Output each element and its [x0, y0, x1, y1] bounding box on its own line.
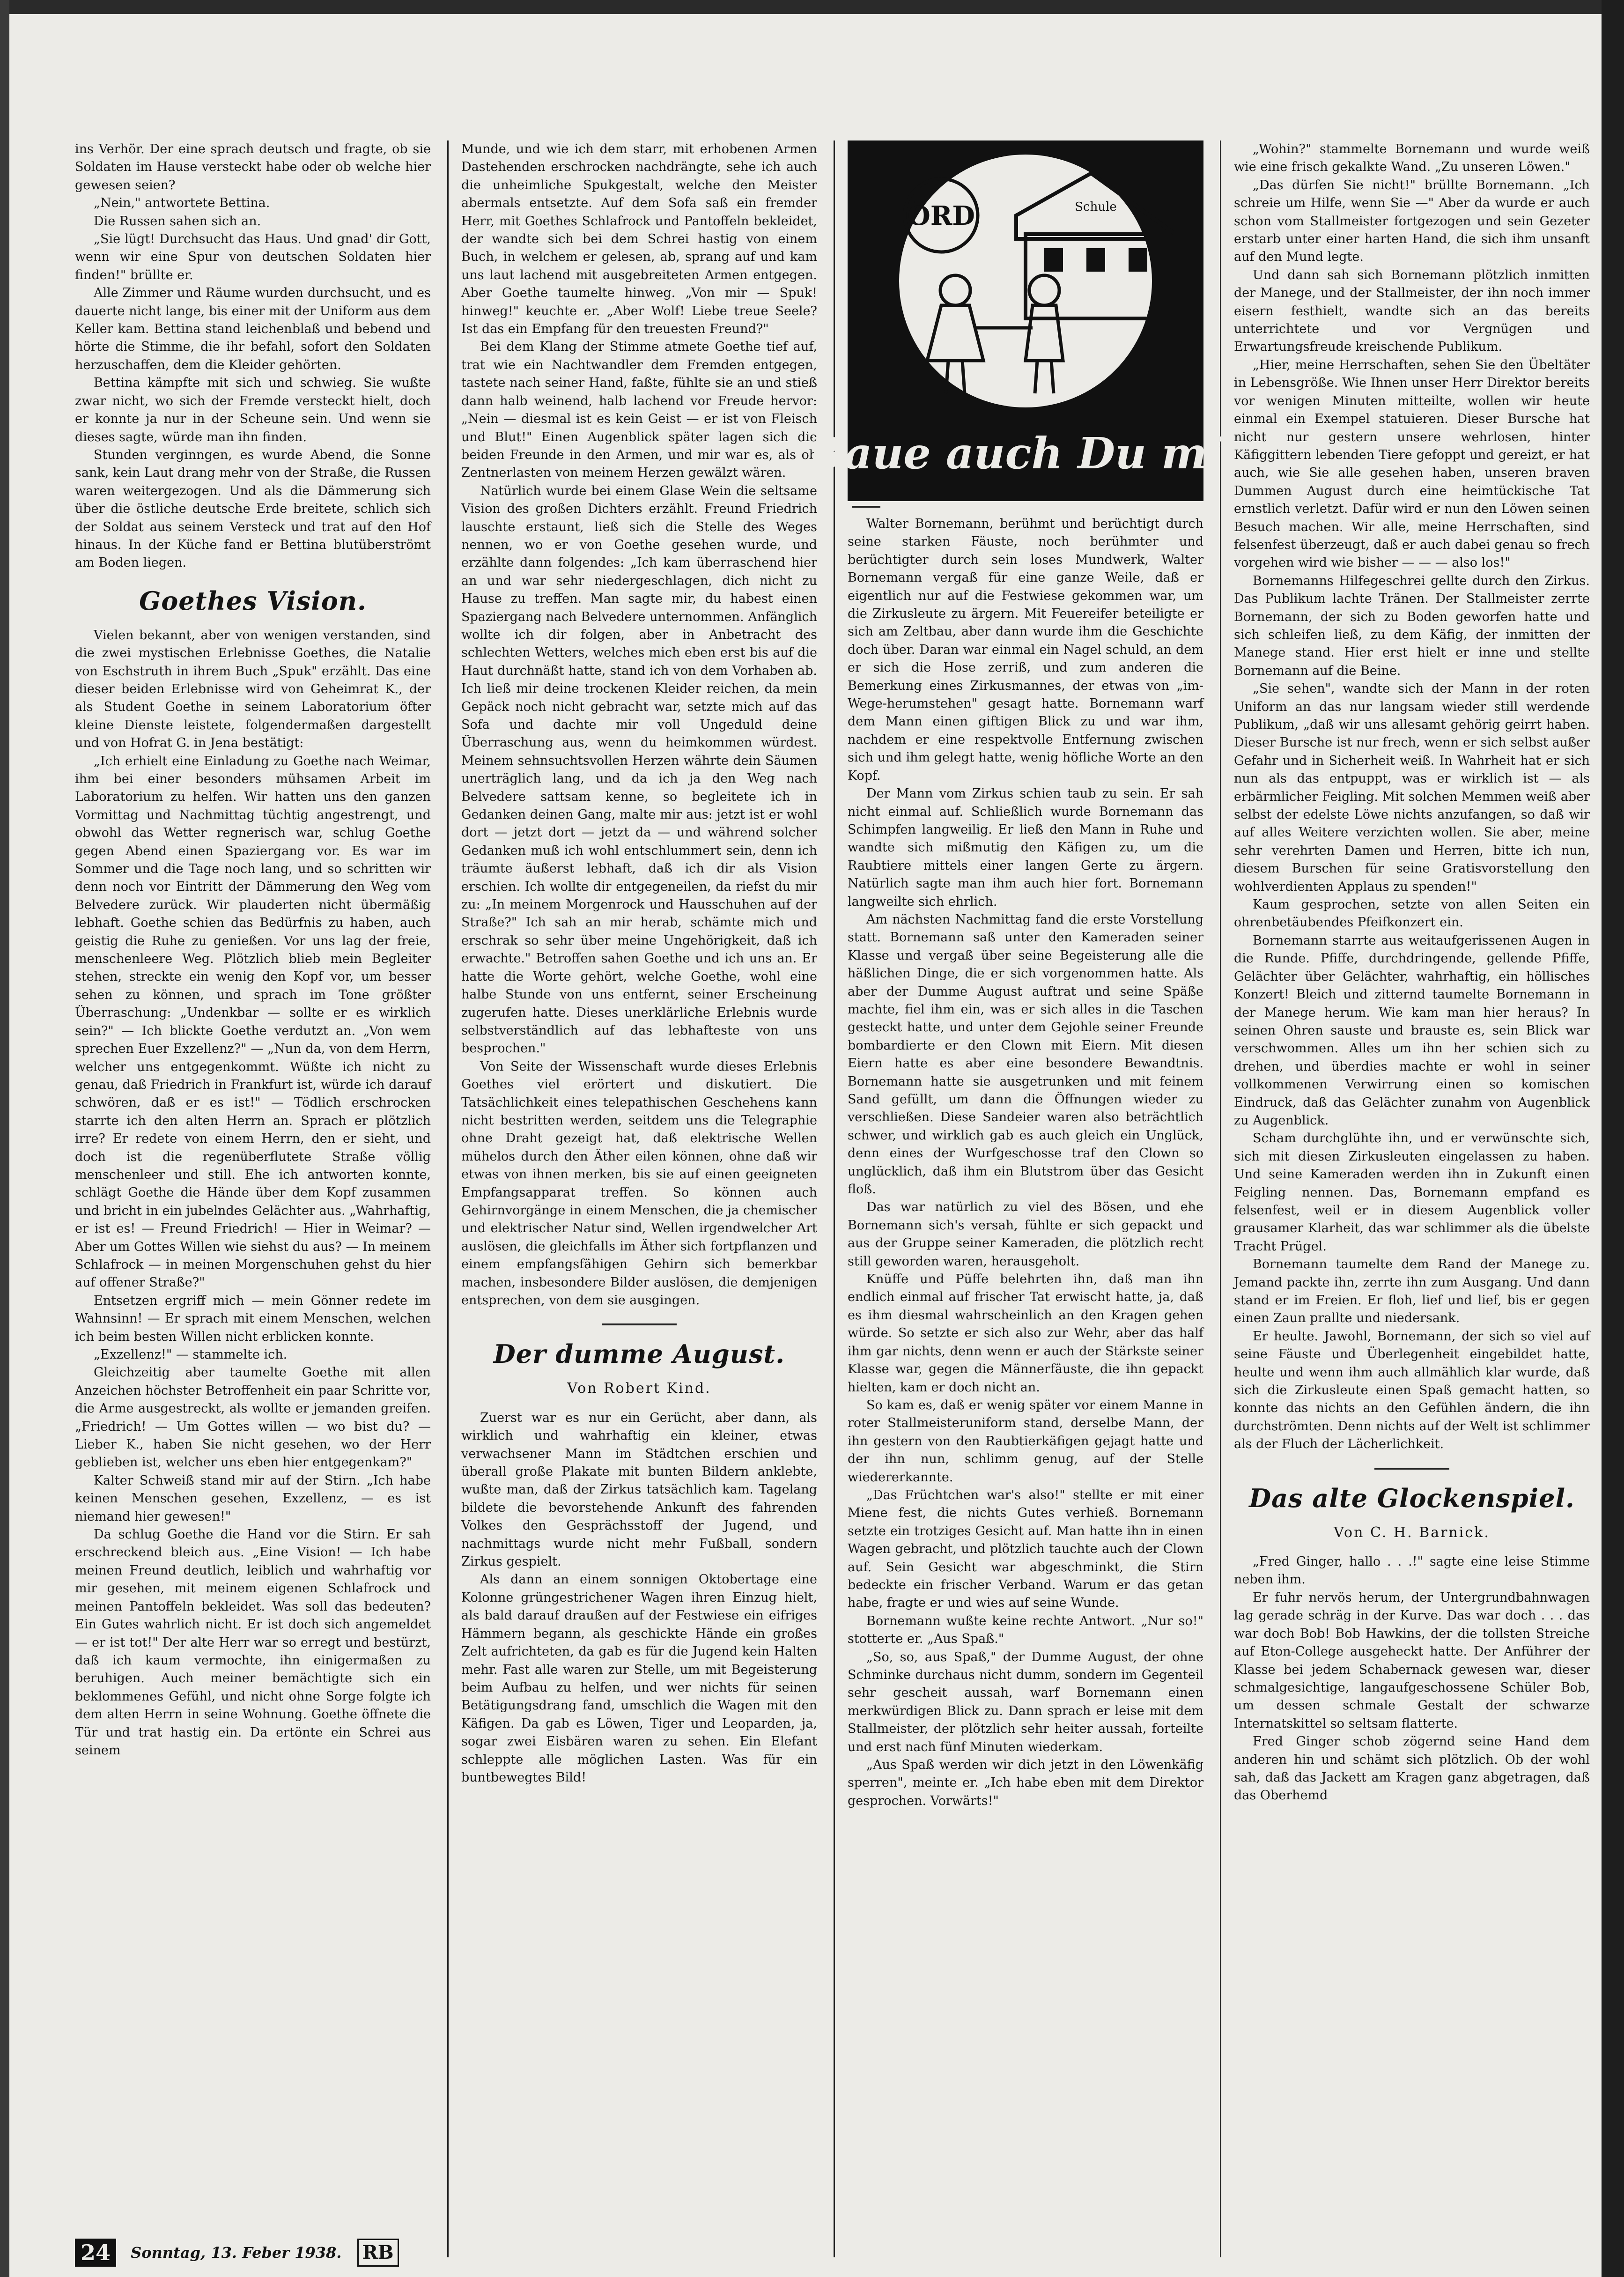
paragraph: Als dann an einem sonnigen Oktobertage eine Kolonne grüngestrichener Wagen ihren Einzug hielt, als bald darauf draußen auf der Festwiese ein eifriges Hämmern begann, als geschickte Hände ein großes Zelt aufrichteten, da gab es für die Jugend kein Halten mehr. Fast alle waren zur Stelle, um mit Begeisterung beim Aufbau zu helfen, und wer nichts für seinen Betätigungsdrang fand, umschlich die Wagen mit den Käfigen. Da gab es Löwen, Tiger und Leoparden, ja, sogar zwei Eisbären waren zu sehen. Ein Elefant schleppte alle möglichen Lasten. Was für ein buntbewegtes Bild! [461, 1572, 817, 1785]
paragraph: Bei dem Klang der Stimme atmete Goethe tief auf, trat wie ein Nachtwandler dem Fremden entgegen, tastete nach seiner Hand, faßte, fühlte sie an und stieß dann halb weinend, halb lachend vor Freude hervor: „Nein — diesmal ist es kein Geist — er ist von Fleisch und Blut!" Einen Augenblick später lagen sich die beiden Freunde in den Armen, und mir war es, als ob Zentnerlasten von meinem Herzen gewälzt wären. [461, 340, 817, 481]
article-byline: Von C. H. Barnick. [1334, 1524, 1490, 1541]
child-leg [1051, 361, 1054, 393]
paragraph: Entsetzen ergriff mich — mein Gönner redete im Wahnsinn! — Er sprach mit einem Menschen, welchen ich beim besten Willen nicht erblicken konnte. [75, 1293, 431, 1344]
paragraph: „Das dürfen Sie nicht!" brüllte Bornemann. „Ich schreie um Hilfe, wenn Sie —" Aber da wurde er auch schon vom Stallmeister fortgezogen und sein Gezeter erstarb unter einer harten Hand, die sich ihm unsanft auf den Mund legte. [1234, 177, 1590, 265]
column-rule [447, 140, 449, 2257]
advertisement [808, 140, 1243, 501]
paragraph: Kaum gesprochen, setzte von allen Seiten ein ohrenbetäubendes Pfeifkonzert ein. [1234, 897, 1590, 930]
child-leg [946, 361, 948, 393]
paragraph: Am nächsten Nachmittag fand die erste Vorstellung statt. Bornemann saß unter den Kameraden seiner Klasse und vergaß über seine Begeisterung alle die häßlichen Dinge, die er sich vorgenommen hatte. Als aber der Dumme August auftrat und seine Späße machte, fiel ihm ein, was er sich alles in die Taschen gesteckt hatte, und unter dem Gejohle seiner Freunde bombardierte er den Clown mit Eiern. Mit diesen Eiern hatte es aber eine besondere Bewandtnis. Bornemann hatte sie ausgetrunken und mit feinem Sand gefüllt, um dann die Öffnungen wieder zu verschließen. Diese Sandeier waren also beträchtlich schwer, und wirklich gab es auch gleich ein Unglück, denn eines der Wurfgeschosse traf den Clown so unglücklich, daß ihm ein Blutstrom über das Gesicht floß. [848, 912, 1203, 1197]
section-divider [1374, 1468, 1449, 1470]
paragraph: Alle Zimmer und Räume wurden durchsucht, und es dauerte nicht lange, bis einer mit der Uniform aus dem Keller kam. Bettina stand leichenblaß und bebend und hörte die Stimme, die ihr befahl, sofort den Soldaten herzuschaffen, dem die Kleider gehörten. [75, 286, 431, 372]
paragraph: Walter Bornemann, berühmt und berüchtigt durch seine starken Fäuste, noch berühmter und berüchtigter durch sein loses Mundwerk, Walter Bornemann vergaß für eine ganze Weile, daß er eigentlich nur auf die Festwiese gekommen war, um die Zirkusleute zu ärgern. Mit Feuereifer beteiligte er sich am Zeltbau, aber dann wurde ihm die Geschichte doch über. Daran war einmal ein Nagel schuld, an dem er sich die Hose zerriß, und zum anderen die Bemerkung eines Zirkusmannes, der etwas von „im-Wege-herumstehen" gesagt hatte. Bornemann warf dem Mann einen giftigen Blick zu und war ihm, nachdem er eine respektvolle Entfernung zwischen sich und ihm gelegt hatte, wenig höfliche Worte an den Kopf. [848, 517, 1203, 783]
paragraph: Scham durchglühte ihn, und er verwünschte sich, sich mit diesen Zirkusleuten eingelassen zu haben. Und seine Kameraden werden ihn in Zukunft einen Feigling nennen. Das, Bornemann empfand es felsenfest, weil er in diesem Augenblick voller grausamer Klarheit, das war schlimmer als die übelste Tracht Prügel. [1234, 1131, 1590, 1254]
paragraph: „So, so, aus Spaß," der Dumme August, der ohne Schminke durchaus nicht dumm, sondern im Gegenteil sehr gescheit aussah, warf Bornemann einen merkwürdigen Blick zu. Dann sprach er leise mit dem Stallmeister, der plötzlich sehr heiter aussah, forteilte und erst nach fünf Minuten wiederkam. [848, 1649, 1203, 1754]
paragraph: „Wohin?" stammelte Bornemann und wurde weiß wie eine frisch gekalkte Wand. „Zu unseren Löwen." [1234, 142, 1590, 175]
house-window [1129, 248, 1147, 272]
article-heading: Der dumme August. [493, 1339, 785, 1369]
scan-border-left [0, 0, 9, 2277]
paragraph: Der Mann vom Zirkus schien taub zu sein. Er sah nicht einmal auf. Schließlich wurde Bornemann das Schimpfen langweilig. Er ließ den Mann in Ruhe und wandte sich mißmutig den Käfigen zu, um die Raubtiere mittels einer langen Gerte zu ärgern. Natürlich sagte man ihm auch hier fort. Bornemann langweilte sich ehrlich. [848, 786, 1203, 909]
section-divider [602, 1323, 677, 1325]
scan-border-top [0, 0, 1624, 14]
paragraph: „Ich erhielt eine Einladung zu Goethe nach Weimar, ihm bei einer besonders mühsamen Arbeit im Laboratorium zu helfen. Wir hatten uns den ganzen Vormittag und Nachmittag tüchtig angestrengt, und obwohl das Wetter regnerisch war, schlug Goethe gegen Abend einen Spaziergang vor. Es war im Sommer und die Tage noch lang, und so schritten wir denn noch vor Eintritt der Dämmerung den Weg vom Belvedere zurück. Wir plauderten nicht übermäßig lebhaft. Goethe schien das Bedürfnis zu haben, auch geistig die Ruhe zu genießen. Vor uns lag der freie, menschenleere Weg. Plötzlich blieb mein Begleiter stehen, streckte ein wenig den Kopf vor, um besser sehen zu können, und sprach im Tone größter Überraschung: „Undenkbar — sollte er es wirklich sein?" — Ich blickte Goethe verdutzt an. „Von wem sprechen Euer Exzellenz?" — „Nun da, von dem Herrn, welcher uns entgegenkommt. Wüßte ich nicht zu genau, daß Friedrich in Frankfurt ist, würde ich darauf schwören, daß er es ist!" — Tödlich erschrocken starrte ich den alten Herrn an. Sprach er plötzlich irre? Er redete von einem Herrn, den er sieht, und doch ist die regenüberflutete Straße völlig menschenleer und still. Ehe ich antworten konnte, schlägt Goethe die Hände über dem Kopf zusammen und bricht in ein jubelndes Gelächter aus. „Wahrhaftig, er ist es! — Freund Friedrich! — Hier in Weimar? — Aber um Gottes Willen wie siehst du aus? — In meinem Schlafrock — in meinen Morgenschuhen gehst du hier auf offener Straße?" [75, 754, 431, 1290]
publication-logo: RB [357, 2239, 399, 2267]
paragraph: Bornemann taumelte dem Rand der Manege zu. Jemand packte ihn, zerrte ihn zum Ausgang. Und dann stand er im Freien. Er floh, lief und lief, bis er gegen einen Zaun prallte und niedersank. [1234, 1257, 1590, 1326]
paragraph: „Fred Ginger, hallo . . .!" sagte eine leise Stimme neben ihm. [1234, 1554, 1590, 1587]
ad-badge: ÖRD [908, 200, 975, 231]
paragraph: Kalter Schweiß stand mir auf der Stirn. „Ich habe keinen Menschen gesehen, Exzellenz, — es ist niemand hier gewesen!" [75, 1473, 431, 1524]
page-footer [75, 2239, 450, 2267]
paragraph: „Nein," antwortete Bettina. [94, 196, 270, 211]
column-4 [1234, 140, 1590, 2262]
child-leg [962, 361, 965, 393]
column-1 [75, 140, 431, 2225]
paragraph: Vielen bekannt, aber von wenigen verstanden, sind die zwei mystischen Erlebnisse Goethes, die Natalie von Eschstruth in ihrem Buch „Spuk" erzählt. Das eine dieser beiden Erlebnisse wird von Geheimrat K., der als Student Goethe in seinem Laboratorium öfter kleine Dienste leistete, folgendermaßen dargestellt und von Hofrat G. in Jena bestätigt: [75, 628, 431, 751]
house-window [1086, 248, 1105, 272]
paragraph: „Sie sehen", wandte sich der Mann in der roten Uniform an das nur langsam wieder still werdende Publikum, „daß wir uns allesamt gehörig geirrt haben. Dieser Bursche ist nur frech, wenn er sich selbst außer Gefahr und in Sicherheit weiß. In Wahrheit hat er sich nun als das entpuppt, was er wirklich ist — als erbärmlicher Feigling. Mit solchen Memmen weiß aber selbst der edelste Löwe nichts anzufangen, so daß wir auf alles Weitere verzichten wollen. Sie aber, meine sehr verehrten Damen und Herren, bitte ich nun, diesem Burschen für seine Gratisvorstellung den wohlverdienten Applaus zu spenden!" [1234, 681, 1590, 894]
paragraph: Er heulte. Jawohl, Bornemann, der sich so viel auf seine Fäuste und Überlegenheit eingebildet hatte, heulte und wenn ihm auch allmählich klar wurde, daß sich die Zirkusleute einen Spaß gemacht hatten, so konnte das nichts an den Gefühlen ändern, die ihn durchströmten. Denn nichts auf der Welt ist schlimmer als der Fluch der Lächerlichkeit. [1234, 1329, 1590, 1452]
article-byline: Von Robert Kind. [567, 1380, 711, 1397]
paragraph: „Sie lügt! Durchsucht das Haus. Und gnad' dir Gott, wenn wir eine Spur von deutschen Soldaten hier finden!" brüllte er. [75, 232, 431, 282]
paragraph: Bettina kämpfte mit sich und schwieg. Sie wußte zwar nicht, wo sich der Fremde versteckt hielt, doch er konnte ja nur in der Scheune sein. Und wenn sie dieses sagte, würde man ihn finden. [75, 376, 431, 444]
paragraph: Knüffe und Püffe belehrten ihn, daß man ihn endlich einmal auf frischer Tat erwischt hatte, ja, daß es ihm diesmal wahrscheinlich an den Kragen gehen würde. So setzte er sich also zur Wehr, aber das half ihm gar nichts, denn wenn er auch der Stärkste seiner Klasse war, gegen die Männerfäuste, die ihn gepackt hielten, kam er doch nicht an. [848, 1272, 1203, 1395]
paragraph: „Aus Spaß werden wir dich jetzt in den Löwenkäfig sperren", meinte er. „Ich habe eben mit dem Direktor gesprochen. Vorwärts!" [848, 1758, 1203, 1808]
child-leg [1035, 361, 1037, 393]
house-window [1044, 248, 1063, 272]
paragraph: Bornemanns Hilfegeschrei gellte durch den Zirkus. Das Publikum lachte Tränen. Der Stallmeister zerrte Bornemann, der sich zu Boden geworfen hatte und sich schleifen ließ, zu dem Käfig, der inmitten der Manege stand. Hier erst hielt er inne und stellte Bornemann auf die Beine. [1234, 573, 1590, 678]
paragraph: Das war natürlich zu viel des Bösen, und ehe Bornemann sich's versah, fühlte er sich gepackt und aus der Gruppe seiner Kameraden, die plötzlich recht still geworden waren, herausgeholt. [848, 1200, 1203, 1269]
paragraph: Stunden verginngen, es wurde Abend, die Sonne sank, kein Laut drang mehr von der Straße, die Russen waren weitergezogen. Und als die Dämmerung sich über die östliche deutsche Erde breitete, schlich sich der Soldat aus seinem Versteck und trat auf den Hof hinaus. In der Küche fand er Bettina blutüberströmt am Boden liegen. [75, 447, 431, 570]
column-2 [461, 140, 817, 2262]
scan-border-right [1602, 0, 1624, 2277]
paragraph: „Hier, meine Herrschaften, sehen Sie den Übeltäter in Lebensgröße. Wie Ihnen unser Herr Direktor bereits vor wenigen Minuten mitteilte, wollen wir heute einmal ein Exempel statuieren. Dieser Bursche hat nicht nur gestern unsere wehrlosen, hinter Käfiggittern lebenden Tiere gefoppt und gereizt, er hat auch, wie Sie alle gesehen haben, unseren braven Dummen August durch eine heimtückische Tat ernstlich verletzt. Dafür wird er nun den Löwen seinen Besuch machen. Wir alle, meine Herrschaften, sind felsenfest überzeugt, daß er auch dabei genau so frech vorgehen wird wie bisher — — — also los!" [1234, 357, 1590, 570]
article-heading: Goethes Vision. [139, 585, 367, 616]
ad-divider [852, 506, 880, 508]
column-3 [848, 515, 1203, 2262]
paragraph: So kam es, daß er wenig später vor einem Manne in roter Stallmeisteruniform stand, derselbe Mann, der ihn gestern von den Raubtierkäfigen gejagt hatte und der ihn nun, schlimm genug, auf der Stelle wiedererkannte. [848, 1397, 1203, 1485]
ad-headline: Baue auch Du mit [808, 428, 1243, 479]
issue-date: Sonntag, 13. Feber 1938. [131, 2244, 342, 2262]
article-heading: Das alte Glockenspiel. [1249, 1483, 1575, 1513]
paragraph: Munde, und wie ich dem starr, mit erhobenen Armen Dastehenden erschrocken nachdrängte, sehe ich auch die unheimliche Spukgestalt, welche den Meister abermals entsetzte. Auf dem Sofa saß ein fremder Herr, mit Goethes Schlafrock und Pantoffeln bekleidet, der wandte sich bei dem Schrei hastig von einem Buch, in welchem er gelesen, ab, sprang auf und kam uns laut lachend mit ausgebreiteten Armen entgegen. Aber Goethe taumelte hinweg. „Von mir — Spuk! hinweg!" keuchte er. „Aber Wolf! Liebe treue Seele? Ist das ein Empfang für den treuesten Freund?" [461, 142, 817, 337]
advertisement-illustration [808, 140, 1243, 501]
paragraph: Bornemann wußte keine rechte Antwort. „Nur so!" stotterte er. „Aus Spaß." [848, 1613, 1203, 1647]
paragraph: Fred Ginger schob zögernd seine Hand dem anderen hin und schämt sich plötzlich. Ob der wohl sah, daß das Jackett am Kragen ganz abgetragen, daß das Oberhemd [1234, 1734, 1590, 1803]
paragraph: Er fuhr nervös herum, der Untergrundbahnwagen lag gerade schräg in der Kurve. Das war doch . . . das war doch Bob! Bob Hawkins, der die tollsten Streiche auf Eton-College ausgeheckt hatte. Der Anführer der Klasse bei jedem Schabernack gewesen war, dieser schmalgesichtige, langaufgeschossene Schüler Bob, um dessen schmale Gestalt der schwarze Internatskittel so seltsam flatterte. [1234, 1590, 1590, 1731]
ad-town-label: Schule [1075, 200, 1117, 214]
paragraph: „Das Früchtchen war's also!" stellte er mit einer Miene fest, die nichts Gutes verhieß. Bornemann setzte ein trotziges Gesicht auf. Man hatte ihn in einen Wagen gebracht, und plötzlich tauchte auch der Clown auf. Sein Gesicht war abgeschminkt, die Stirn bedeckte ein frischer Verband. Warum er das getan habe, fragte er und wies auf seine Wunde. [848, 1487, 1203, 1611]
paragraph: ins Verhör. Der eine sprach deutsch und fragte, ob sie Soldaten im Hause versteckt habe oder ob welche hier gewesen seien? [75, 142, 431, 192]
paragraph: Zuerst war es nur ein Gerücht, aber dann, als wirklich und wahrhaftig ein kleiner, etwas verwachsener Mann im Städtchen erschien und überall große Plakate mit bunten Bildern anklebte, wußte man, daß der Zirkus tatsächlich kam. Tagelang bildete die bevorstehende Ankunft des fahrenden Volkes den Gesprächsstoff der Jugend, und nachmittags wurde nicht mehr Fußball, sondern Zirkus gespielt. [461, 1410, 817, 1569]
page-number: 24 [75, 2239, 116, 2267]
paragraph: Bornemann starrte aus weitaufgerissenen Augen in die Runde. Pfiffe, durchdringende, gellende Pfiffe, Gelächter über Gelächter, wahrhaftig, ein höllisches Konzert! Bleich und zitternd taumelte Bornemann in der Manege herum. Wie kam man hier heraus? In seinen Ohren sauste und brauste es, sein Blick war verschwommen. Alles um ihn her schien sich zu drehen, und überdies machte er wohl in seiner vollkommenen Verwirrung einen so komischen Eindruck, daß das Gelächter zunahm von Augenblick zu Augenblick. [1234, 933, 1590, 1128]
paragraph: „Exzellenz!" — stammelte ich. [94, 1347, 288, 1362]
paragraph: Da schlug Goethe die Hand vor die Stirn. Er sah erschreckend bleich aus. „Eine Vision! — Ich habe meinen Freund deutlich, leiblich und wahrhaftig vor mir gesehen, mit meinem eigenen Schlafrock und meinen Pantoffeln bekleidet. Was soll das bedeuten? Ein Gutes wahrlich nicht. Er ist doch sich angemeldet — er ist tot!" Der alte Herr war so erregt und bestürzt, daß ich kaum vermochte, ihn einigermaßen zu beruhigen. Auch meiner bemächtigte sich ein beklommenes Gefühl, und nicht ohne Sorge folgte ich dem alten Herrn in seine Wohnung. Goethe öffnete die Tür und trat hastig ein. Da ertönte ein Schrei aus seinem [75, 1527, 431, 1758]
paragraph: Gleichzeitig aber taumelte Goethe mit allen Anzeichen höchster Betroffenheit ein paar Schritte vor, die Arme ausgestreckt, als wollte er jemanden greifen. „Friedrich! — Um Gottes willen — wo bist du? — Lieber K., haben Sie nicht gesehen, wo der Herr geblieben ist, welcher uns eben hier entgegenkam?" [75, 1365, 431, 1470]
paragraph: Die Russen sahen sich an. [94, 214, 261, 229]
paragraph: Natürlich wurde bei einem Glase Wein die seltsame Vision des großen Dichters erzählt. Freund Friedrich lauschte erstaunt, ließ sich die Stelle des Weges nennen, wo er von Goethe gesehen wurde, und erzählte dann folgendes: „Ich kam überraschend hier an und war sehr niedergeschlagen, dich nicht zu Hause zu treffen. Man sagte mir, du habest einen Spaziergang nach Belvedere unternommen. Anfänglich wollte ich dir folgen, aber in Anbetracht des schlechten Wetters, welches mich eben erst bis auf die Haut durchnäßt hatte, stand ich von dem Vorhaben ab. Ich ließ mir deine trockenen Kleider reichen, da mein Gepäck noch nicht gebracht war, setzte mich auf das Sofa und dachte mir voll Ungeduld deine Überraschung aus, wenn du heimkommen würdest. Meinem sehnsuchtsvollen Herzen währte dein Säumen unerträglich lang, und da ich ja den Weg nach Belvedere sattsam kenne, so begleitete ich in Gedanken deinen Gang, malte mir aus: jetzt ist er wohl dort — jetzt dort — jetzt da — und während solcher Gedanken muß ich wohl entschlummert sein, denn ich träumte äußerst lebhaft, daß ich dir als Vision erschien. Ich wollte dir entgegeneilen, da riefst du mir zu: „In meinem Morgenrock und Hausschuhen auf der Straße?" Ich sah an mir herab, schämte mich und erschrak so sehr über meine Ungehörigkeit, daß ich erwachte." Betroffen sahen Goethe und ich uns an. Er hatte die Worte gehört, welche Goethe, wohl eine halbe Stunde von uns entfernt, seiner Erscheinung zugerufen hatte. Dieses unerklärliche Erlebnis wurde selbstverständlich auf das lebhafteste von uns besprochen." [461, 483, 817, 1056]
paragraph: Von Seite der Wissenschaft wurde dieses Erlebnis Goethes viel erörtert und diskutiert. Die Tatsächlichkeit eines telepathischen Geschehens kann nicht bestritten werden, seitdem uns die Telegraphie ohne Draht gezeigt hat, daß elektrische Wellen mühelos durch den Äther eilen können, ohne daß wir etwas von ihnen merken, bis sie auf einen geeigneten Empfangsapparat treffen. So können auch Gehirnvorgänge in einem Menschen, die ja chemischer und elektrischer Natur sind, Wellen irgendwelcher Art auslösen, die gleichfalls im Äther sich fortpflanzen und einem empfangsfähigen Gehirn sich bemerkbar machen, insbesondere Bilder auslösen, die demjenigen entsprechen, von dem sie ausgingen. [461, 1059, 817, 1308]
paragraph: Und dann sah sich Bornemann plötzlich inmitten der Manege, und der Stallmeister, der ihn noch immer eisern festhielt, wandte sich an das bereits unterrichtete und vor Vergnügen und Erwartungsfreude kreischende Publikum. [1234, 267, 1590, 355]
